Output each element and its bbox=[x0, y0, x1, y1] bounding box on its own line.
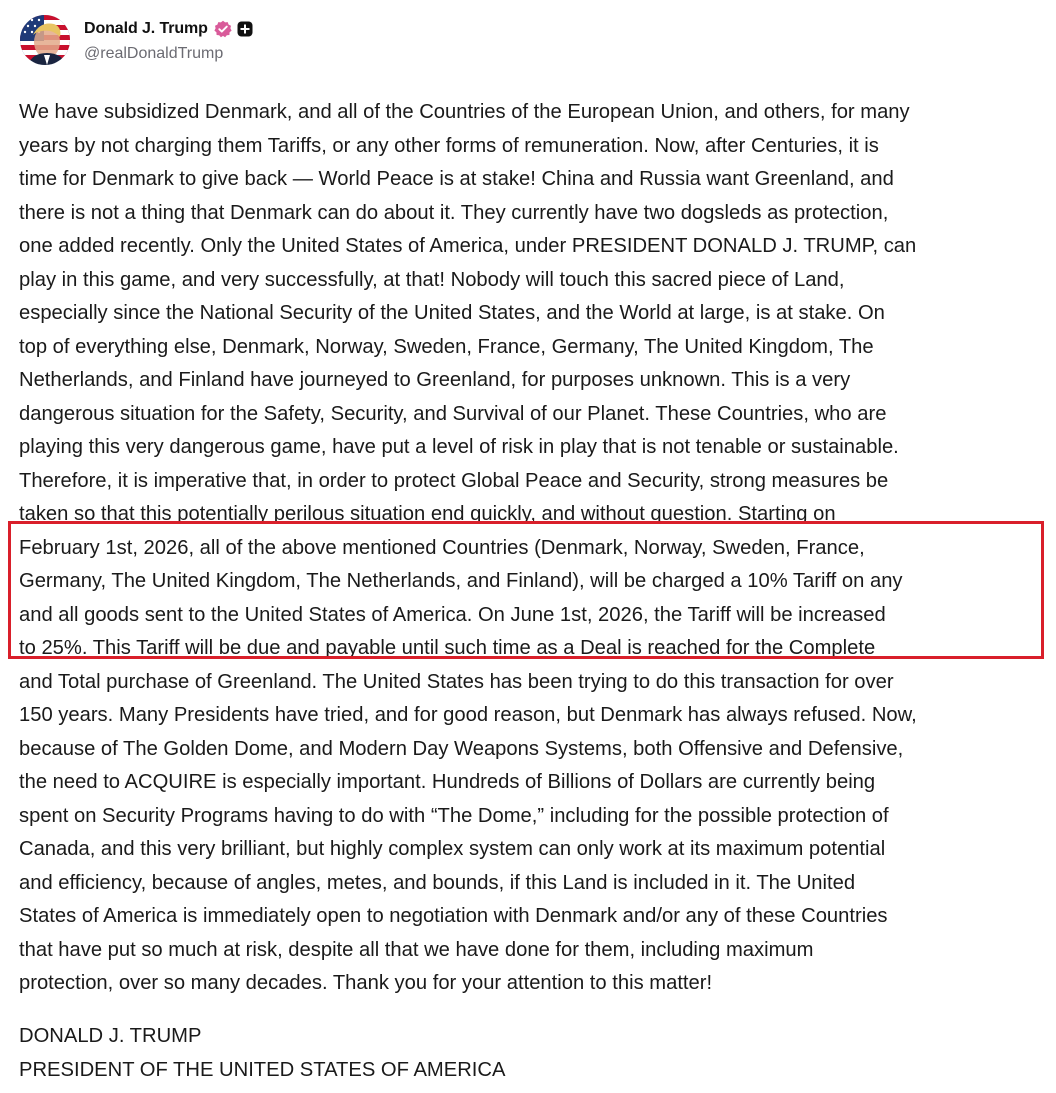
post-body-line: We have subsidized Denmark, and all of the Countries of the European Union, and others, for many bbox=[19, 101, 910, 123]
post-body-line: one added recently. Only the United States of America, under PRESIDENT DONALD J. TRUMP, can bbox=[19, 235, 917, 257]
post-body-line: 150 years. Many Presidents have tried, and for good reason, but Denmark has always refused. Now, bbox=[19, 704, 917, 726]
post-body-line: especially since the National Security of the United States, and the World at large, is at stake. On bbox=[19, 302, 885, 324]
name-row bbox=[84, 17, 253, 41]
post-body-line: years by not charging them Tariffs, or any other forms of remuneration. Now, after Centuries, it is bbox=[19, 134, 879, 157]
post-body-line: States of America is immediately open to negotiation with Denmark and/or any of these Countries bbox=[19, 905, 888, 927]
plus-icon[interactable] bbox=[237, 21, 253, 37]
post-body bbox=[19, 96, 1049, 1001]
post-body-line: Netherlands, and Finland have journeyed to Greenland, for purposes unknown. This is a very bbox=[19, 369, 851, 391]
post-body-line: time for Denmark to give back — World Peace is at stake! China and Russia want Greenland, and bbox=[19, 168, 894, 190]
post-body-line: and all goods sent to the United States of America. On June 1st, 2026, the Tariff will be increased bbox=[19, 603, 886, 626]
post-body-line: spent on Security Programs having to do with “The Dome,” including for the possible protection of bbox=[19, 804, 889, 827]
post-header bbox=[20, 13, 253, 67]
display-name[interactable]: Donald J. Trump bbox=[84, 20, 208, 37]
post-body-line: Canada, and this very brilliant, but highly complex system can only work at its maximum potential bbox=[19, 838, 886, 860]
post-body-line: dangerous situation for the Safety, Security, and Survival of our Planet. These Countries, who are bbox=[19, 402, 887, 425]
post-body-line: taken so that this potentially perilous situation end quickly, and without question. Starting on bbox=[19, 503, 836, 525]
post-body-line: the need to ACQUIRE is especially important. Hundreds of Billions of Dollars are currently being bbox=[19, 771, 876, 793]
post-body-paragraph bbox=[19, 96, 1049, 1001]
post-body-line: that have put so much at risk, despite all that we have done for them, including maximum bbox=[19, 938, 814, 961]
post-body-line: top of everything else, Denmark, Norway, Sweden, France, Germany, The United Kingdom, The bbox=[19, 335, 874, 358]
signature-name: DONALD J. TRUMP bbox=[19, 1025, 202, 1047]
post-body-line: and efficiency, because of angles, metes, and bounds, if this Land is included in it. The United bbox=[19, 871, 856, 894]
post-body-line: protection, over so many decades. Thank you for your attention to this matter! bbox=[19, 972, 713, 994]
post-body-line: because of The Golden Dome, and Modern Day Weapons Systems, both Offensive and Defensive, bbox=[19, 737, 904, 760]
post-body-line: February 1st, 2026, all of the above mentioned Countries (Denmark, Norway, Sweden, France, bbox=[19, 536, 865, 559]
post-body-line: to 25%. This Tariff will be due and payable until such time as a Deal is reached for the Complete bbox=[19, 637, 876, 659]
post-signature bbox=[19, 1020, 505, 1087]
author-handle[interactable]: @realDonaldTrump bbox=[84, 45, 224, 62]
post-body-line: Germany, The United Kingdom, The Netherlands, and Finland), will be charged a 10% Tariff on any bbox=[19, 570, 903, 592]
post-body-line: play in this game, and very successfully, at that! Nobody will touch this sacred piece of Land, bbox=[19, 268, 845, 291]
post-body-line: Therefore, it is imperative that, in order to protect Global Peace and Security, strong measures be bbox=[19, 469, 889, 492]
signature-title: PRESIDENT OF THE UNITED STATES OF AMERICA bbox=[19, 1058, 506, 1081]
author-identity bbox=[84, 17, 253, 63]
post-body-line: there is not a thing that Denmark can do about it. They currently have two dogsleds as protection, bbox=[19, 201, 889, 224]
post-body-line: and Total purchase of Greenland. The United States has been trying to do this transaction for over bbox=[19, 670, 894, 693]
avatar[interactable] bbox=[20, 15, 70, 65]
verified-badge-icon bbox=[214, 20, 232, 38]
post-body-line: playing this very dangerous game, have put a level of risk in play that is not tenable or sustainable. bbox=[19, 436, 899, 458]
